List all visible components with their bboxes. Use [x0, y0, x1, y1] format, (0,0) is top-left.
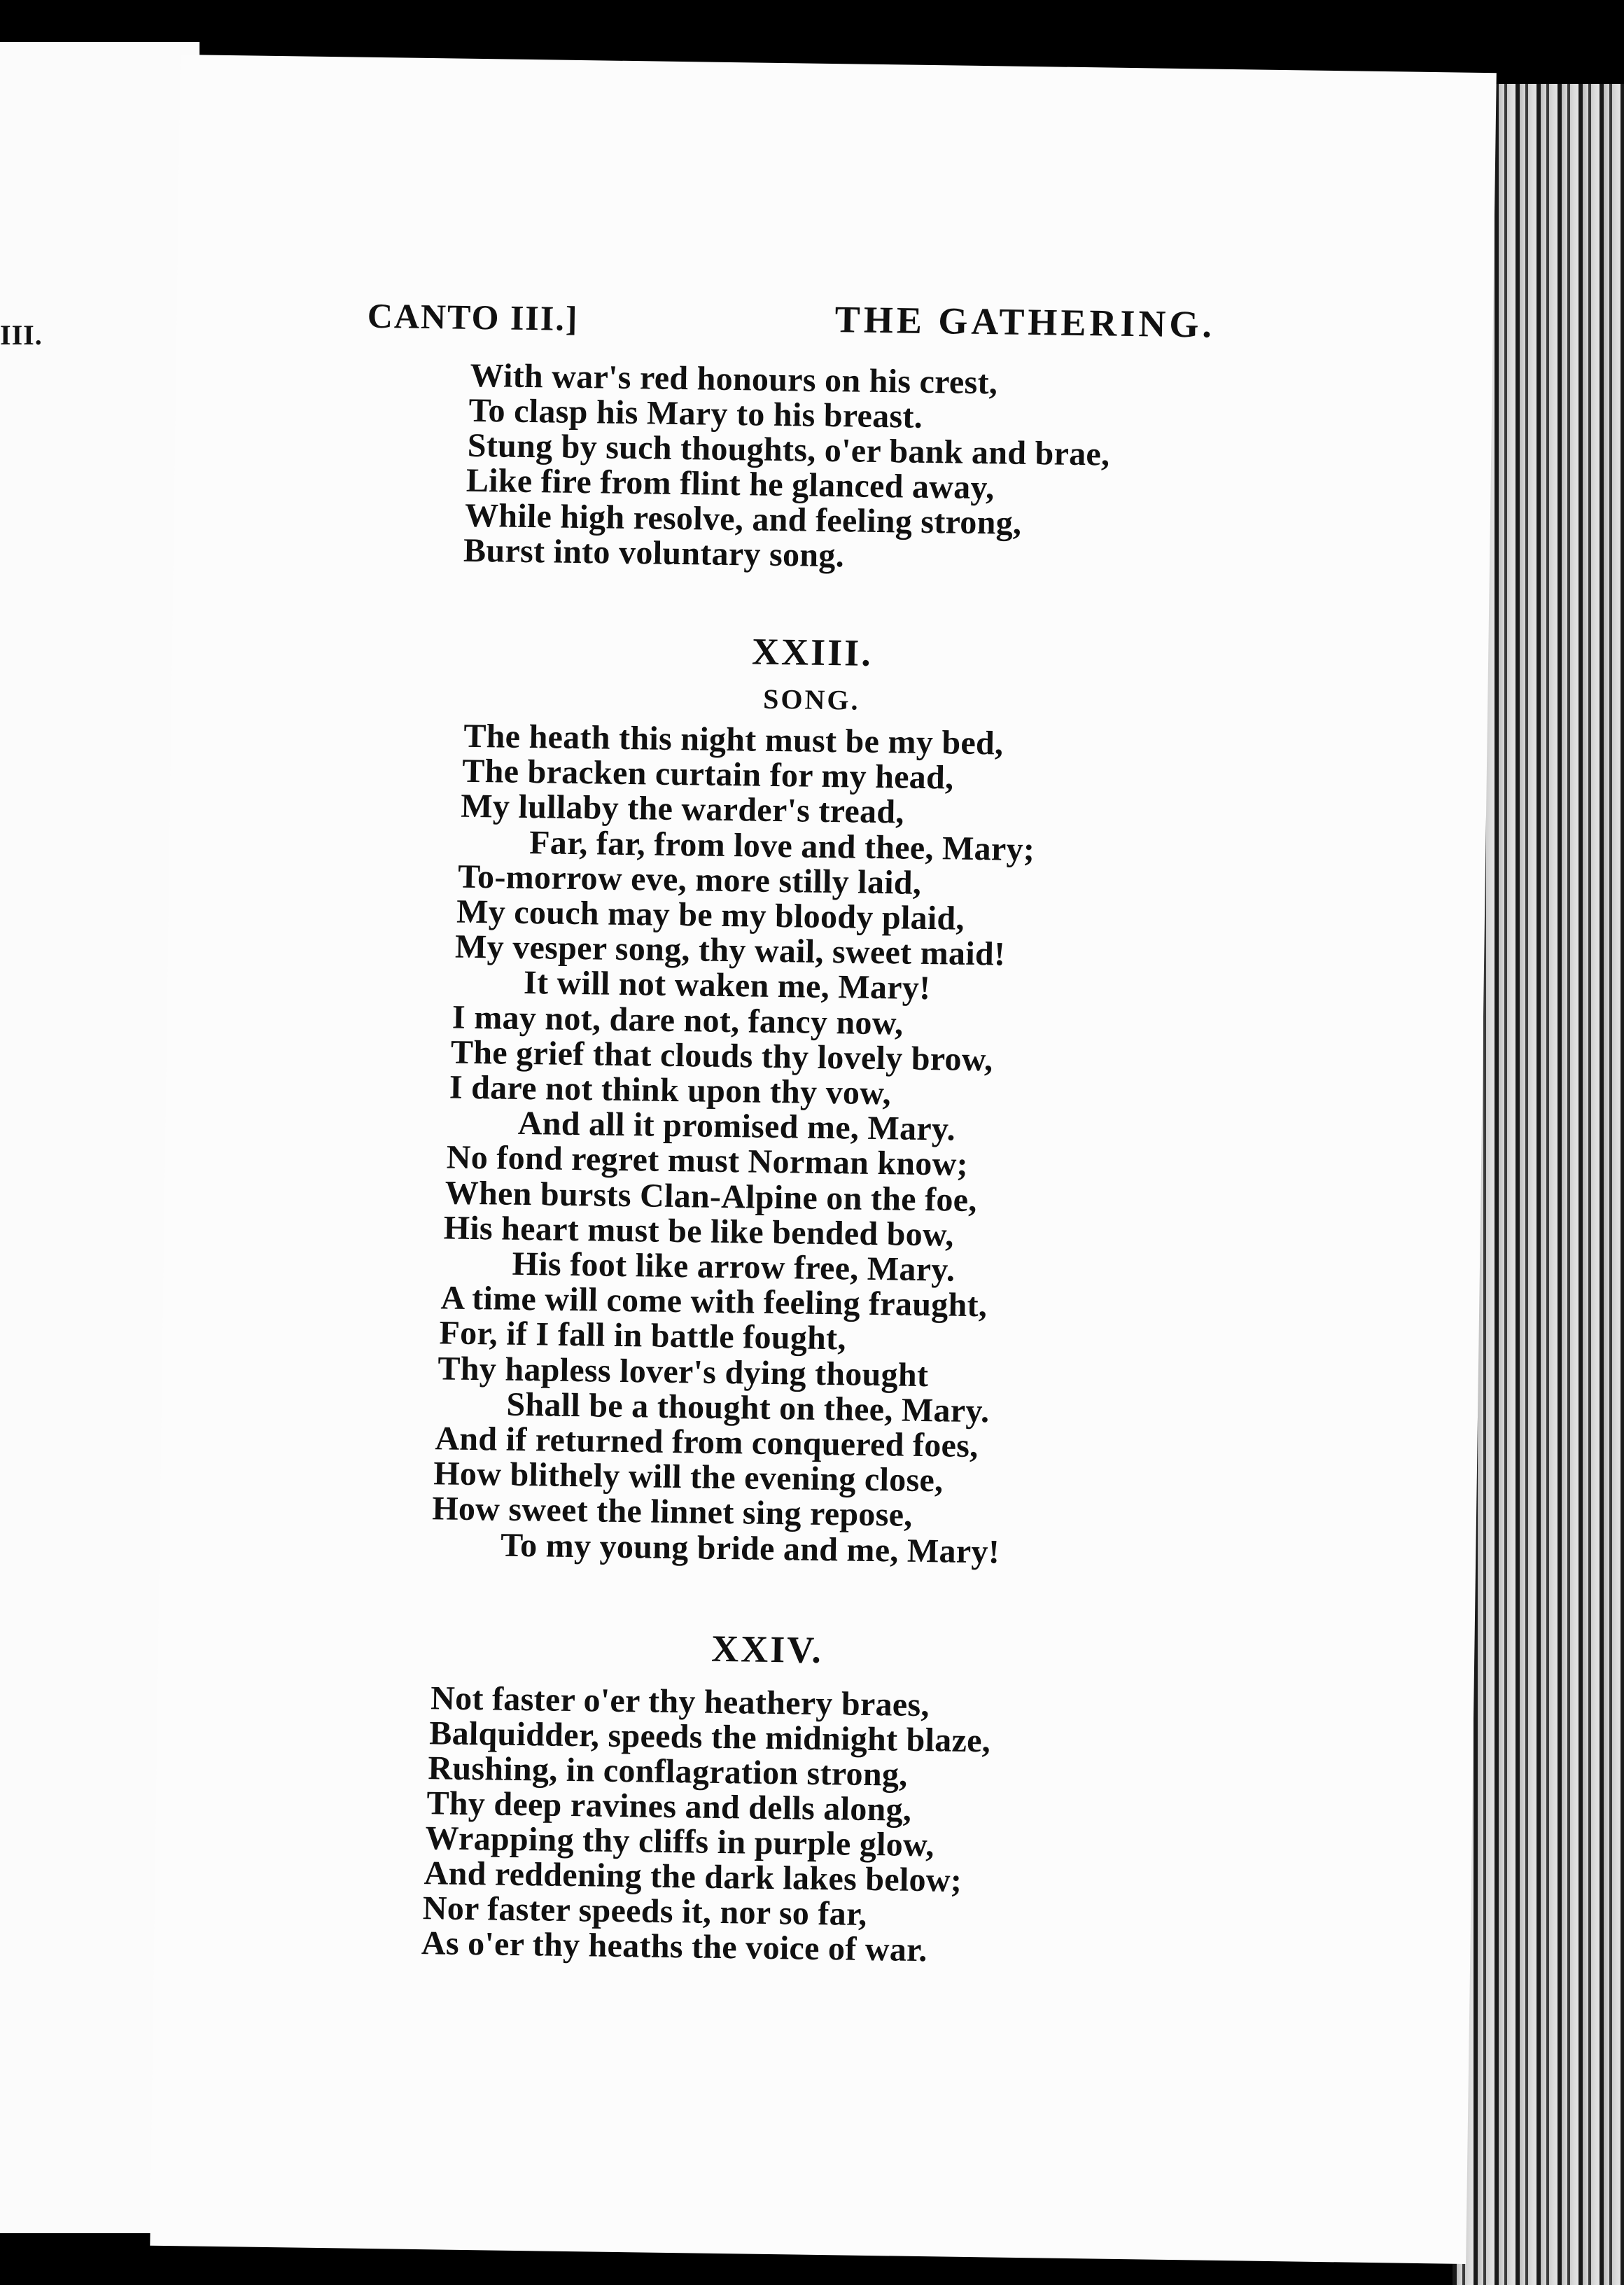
- poem-line: And if returned from conquered foes,: [435, 1420, 979, 1465]
- poem-line: Like fire from flint he glanced away,: [465, 461, 995, 507]
- poem-line: Burst into voluntary song.: [463, 531, 845, 575]
- section-number-23: XXIII.: [751, 630, 874, 674]
- book-page: [150, 55, 1497, 2264]
- canto-label: CANTO III.]: [367, 295, 579, 338]
- poem-line: My vesper song, thy wail, sweet maid!: [454, 928, 1006, 973]
- poem-line: No fond regret must Norman know;: [446, 1138, 969, 1184]
- poem-line: His heart must be like bended bow,: [443, 1209, 955, 1254]
- section-subtitle-song: SONG.: [762, 683, 860, 716]
- poem-line: To clasp his Mary to his breast.: [468, 391, 923, 435]
- poem-line: His foot like arrow free, Mary.: [512, 1245, 955, 1289]
- poem-line: With war's red honours on his crest,: [470, 356, 998, 402]
- poem-line: I may not, dare not, fancy now,: [451, 998, 904, 1042]
- poem-line: I dare not think upon thy vow,: [449, 1068, 892, 1112]
- poem-line: Balquidder, speeds the midnight blaze,: [428, 1714, 991, 1760]
- poem-line: Rushing, in conflagration strong,: [428, 1749, 908, 1794]
- poem-line: It will not waken me, Mary!: [523, 964, 931, 1007]
- poem-line: Shall be a thought on thee, Mary.: [506, 1385, 990, 1430]
- poem-line: My lullaby the warder's tread,: [460, 788, 905, 831]
- poem-line: Thy deep ravines and dells along,: [426, 1784, 912, 1829]
- poem-line: Far, far, from love and thee, Mary;: [528, 823, 1035, 868]
- poem-line: The heath this night must be my bed,: [463, 717, 1004, 762]
- poem-line: My couch may be my bloody plaid,: [456, 893, 965, 937]
- poem-line: The bracken curtain for my head,: [462, 752, 954, 797]
- poem-line: The grief that clouds thy lovely brow,: [450, 1033, 993, 1079]
- poem-line: Not faster o'er thy heathery braes,: [430, 1679, 930, 1724]
- section-number-24: XXIV.: [710, 1627, 824, 1672]
- poem-line: How blithely will the evening close,: [433, 1455, 944, 1500]
- poem-line: For, if I fall in battle fought,: [439, 1314, 847, 1357]
- poem-line: Thy hapless lover's dying thought: [438, 1349, 929, 1394]
- poem-line: When bursts Clan-Alpine on the foe,: [444, 1174, 977, 1219]
- poem-line: And all it promised me, Mary.: [517, 1105, 956, 1148]
- poem-line: Stung by such thoughts, o'er bank and brae,: [467, 426, 1110, 473]
- poem-line: To my young bride and me, Mary!: [500, 1526, 1000, 1571]
- poem-line: As o'er thy heaths the voice of war.: [421, 1924, 928, 1969]
- poem-line: A time will come with feeling fraught,: [440, 1279, 988, 1325]
- page-title: THE GATHERING.: [834, 298, 1216, 346]
- poem-line: Nor faster speeds it, nor so far,: [422, 1889, 867, 1933]
- poem-line: How sweet the linnet sing repose,: [431, 1490, 913, 1535]
- poem-line: While high resolve, and feeling strong,: [464, 496, 1022, 542]
- left-page-fragment: III.: [0, 319, 43, 351]
- poem-line: To-morrow eve, more stilly laid,: [457, 858, 922, 902]
- poem-line: And reddening the dark lakes below;: [424, 1854, 962, 1899]
- running-head: [367, 295, 1216, 346]
- poem-line: Wrapping thy cliffs in purple glow,: [425, 1819, 935, 1864]
